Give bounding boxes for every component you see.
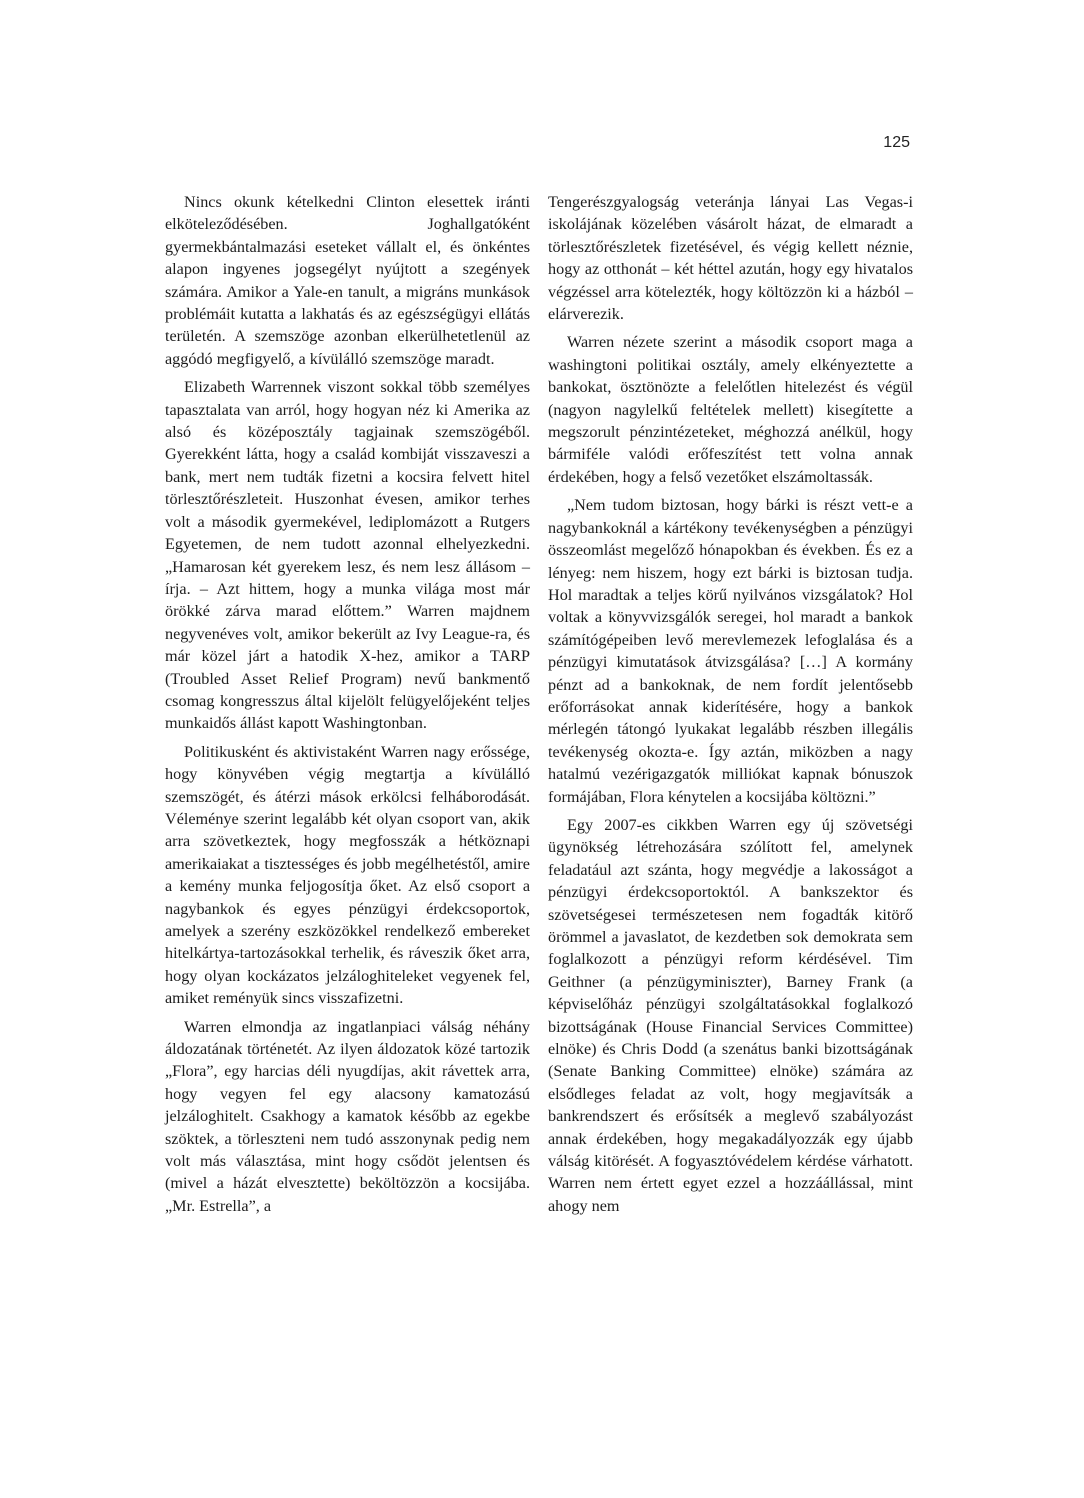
paragraph: Politikusként és aktivistaként Warren nagy erőssége, hogy könyvében végig megtartja a kívülálló szemszögét, és átérzi mások erkölcsi felháborodását. Véleménye szerint legalább két olyan csoport van, akik arra szövetkeztek, hogy megfosszák a hétköznapi amerikaiakat a tisztességes és jobb megélhetéstől, amire a kemény munka feljogosítja őket. Az első csoport a nagybankok és egyes pénzügyi érdekcsoportok, amelyek a szerény eszközökkel rendelkező embereket hitelkártya-tartozásokkal terhelik, és ráveszik őket arra, hogy olyan kockázatos jelzáloghiteleket vegyenek fel, amiket reményük sincs visszafizetni. bbox=[165, 742, 530, 1008]
paragraph: Nincs okunk kételkedni Clinton elesettek iránti elköteleződésében. Joghallgatóként gyermekbántalmazási eseteket vállalt el, és önkéntes alapon ingyenes jogsegélyt nyújtott a szegények számára. Amikor a Yale-en tanult, a migráns munkások problémáit kutatta a lakhatás és az egészségügyi ellátás területén. A szemszöge azonban elkerülhetetlenül az aggódó megfigyelő, a kívülálló szemszöge maradt. bbox=[165, 193, 530, 368]
paragraph: Egy 2007-es cikkben Warren egy új szövetségi ügynökség létrehozására szólított fel, amelynek feladatául azt szánta, hogy megvédje a lakosságot a pénzügyi érdekcsoportoktól. A bankszektor és szövetségesei természetesen nem fogadták kitörő örömmel a javaslatot, de kezdetben sok demokrata sem foglalkozott a pénzügyi reform kérdésével. Tim Geithner (a pénzügyminiszter), Barney Frank (a képviselőház pénzügyi szolgáltatásokkal foglalkozó bizottságának (House Financial Services Committee) elnöke) és Chris Dodd (a szenátus banki bizottságának (Senate Banking Committee) elnöke) számára az elsődleges feladat az volt, hogy megjavítsák a bankrendszert és erősítsék a meglevő szabályozást annak érdekében, hogy megakadályozzák egy újabb válság kitörését. A fogyasztóvédelem kérdése várhatott. Warren nem értett egyet ezzel a hozzáállással, mint ahogy nem bbox=[548, 815, 913, 1215]
paragraph: Elizabeth Warrennek viszont sokkal több személyes tapasztalata van arról, hogy hogyan néz ki Amerika az alsó és középosztály tagjainak szemszögéből. Gyerekként látta, hogy a család kombiját visszaveszi a bank, mert nem tudták fizetni a kocsira felvett hitel törlesztőrészleteit. Huszonhat évesen, amikor terhes volt a második gyermekével, lediplomázott a Rutgers Egyetemen, de nem tudott azonnal elhelyezkedni. „Hamarosan két gyerekem lesz, és nem lesz állásom – írja. – Azt hittem, hogy a munka világa most már örökké zárva marad előttem.” Warren majdnem negyvenéves volt, amikor bekerült az Ivy League-ra, és már közel járt a hatodik X-hez, amikor a TARP (Troubled Asset Relief Program) nevű bankmentő csomag kongresszus által kijelölt felügyelőjeként teljes munkaidős állást kapott Washingtonban. bbox=[165, 378, 530, 733]
paragraph-continued: Tengerészgyalogság veteránja lányai Las Vegas-i iskolájának közelében vásárolt házat, de elmaradt a törlesztőrészletek fizetésével, és végig kellett néznie, hogy az otthonát – két héttel azután, hogy egy hivatalos végzéssel arra kötelezték, hogy költözzön ki a házból – elárverezik. bbox=[548, 193, 913, 324]
paragraph: Warren elmondja az ingatlanpiaci válság néhány áldozatának történetét. Az ilyen áldozatok közé tartozik „Flora”, egy harcias déli nyugdíjas, akit rávettek arra, hogy vegyen fel egy alacsony kamatozású jelzáloghitelt. Csakhogy a kamatok később az egekbe szöktek, a törleszteni nem tudó asszonynak pedig nem volt más választása, mint hogy csődöt jelentsen és (mivel a házát elvesztette) beköltözzön a kocsijába. „Mr. Estrella”, a bbox=[165, 1017, 530, 1215]
paragraph: Warren nézete szerint a második csoport maga a washingtoni politikai osztály, amely elkényeztette a bankokat, ösztönözte a felelőtlen hitelezést és végül (nagyon nagylelkű feltételek mellett) kisegítette a megszorult pénzintézeteket, méghozzá anélkül, hogy bármiféle valódi erőfeszítést tett volna annak érdekében, hogy a felső vezetőket elszámoltassák. bbox=[548, 333, 913, 486]
quote-paragraph: „Nem tudom biztosan, hogy bárki is részt vett-e a nagybankoknál a kártékony tevékenységben a pénzügyi összeomlást megelőző hónapokban és években. És ez a lényeg: nem hiszem, hogy ezt bárki is biztosan tudja. Hol maradtak a teljes körű nyilvános vizsgálatok? Hol voltak a könyvvizsgálók seregei, hol maradt a bankok számítógépeiben levő merevlemezek lefoglalása és a pénzügyi kimutatások átvizsgálása? […] A kormány pénzt ad a bankoknak, de nem fordít jelentősebb erőforrásokat annak kiderítésére, hogy a bankok mérlegén tátongó lyukakat legalább részben illegális tevékenység okozta-e. Így aztán, miközben a nagy hatalmú vezérigazgatók milliókat kapnak bónuszok formájában, Flora kénytelen a kocsijába költözni.” bbox=[548, 496, 913, 806]
left-text-column bbox=[165, 191, 530, 1223]
page-number: 125 bbox=[883, 134, 910, 151]
right-text-column bbox=[548, 191, 913, 1223]
